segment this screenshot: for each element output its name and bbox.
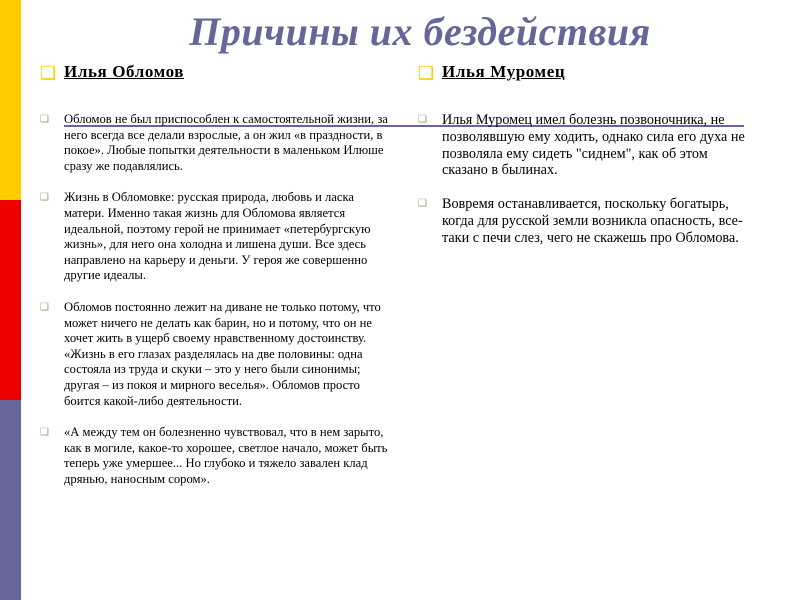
right-paragraph-2 — [418, 196, 748, 246]
left-paragraph-3 — [40, 300, 390, 409]
decor-stripe-red — [0, 200, 21, 400]
decor-stripe-yellow — [0, 0, 21, 200]
bullet-icon: ❑ — [40, 427, 49, 439]
left-paragraph-text: «А между тем он болезненно чувствовал, что в нем зарыто, как в могиле, какое-то хорошее, светлое начало, может быть теперь уже умершее... Но глубоко и тяжело завален клад дрянью, наносным сором». — [64, 425, 388, 486]
left-paragraph-text: Обломов не был приспособлен к самостоятельной жизни, за него всегда все делали взрослые, а он жил «в праздности, в покое». Любые попытки деятельности в маленьком Илюше сразу же подавлялись. — [64, 112, 388, 173]
left-heading: Илья Обломов — [64, 62, 185, 81]
left-paragraph-2 — [40, 190, 390, 284]
left-heading-row — [40, 62, 390, 88]
bullet-icon: ❑ — [418, 114, 427, 125]
left-column — [40, 62, 390, 503]
left-paragraph-text: Обломов постоянно лежит на диване не только потому, что может ничего не делать как барин, но и потому, что он не хочет жить в ущерб своему нравственному достоинству. «Жизнь в его глазах разделялась на две половины: одна состояла из труда и скуки – это у него были синонимы; другая – из покоя и мирного веселья». Обломов просто боится какой-либо деятельности. — [64, 299, 381, 408]
bullet-icon: ❑ — [40, 63, 57, 83]
right-paragraph-1 — [418, 112, 748, 179]
decor-stripe-blue — [0, 400, 21, 600]
bullet-icon: ❑ — [40, 192, 49, 204]
bullet-icon: ❑ — [40, 301, 49, 313]
right-paragraph-text: Вовремя останавливается, поскольку богатырь, когда для русской земли возникла опасность, все-таки с печи слез, чего не скажешь про Обломова. — [442, 196, 743, 246]
left-paragraph-1 — [40, 112, 390, 174]
left-paragraph-4 — [40, 425, 390, 487]
right-paragraph-text: Илья Муромец имел болезнь позвоночника, не позволявшую ему ходить, однако сила его духа не позволяла ему сидеть "сиднем", как об этом сказано в былинах. — [442, 112, 745, 179]
bullet-icon: ❑ — [418, 198, 427, 210]
right-column — [418, 62, 748, 264]
right-heading: Илья Муромец — [442, 62, 566, 81]
bullet-icon: ❑ — [418, 63, 435, 83]
right-heading-row — [418, 62, 748, 88]
slide-title: Причины их бездействия — [189, 9, 651, 54]
left-paragraph-text: Жизнь в Обломовке: русская природа, любовь и ласка матери. Именно такая жизнь для Обломова является идеальной, поэтому герой не принимает «петербургскую жизнь», для него она холодна и лишена души. Все здесь направлено на карьеру и деньги. У героя же совершенно другие идеалы. — [64, 190, 371, 283]
bullet-icon: ❑ — [40, 114, 49, 125]
